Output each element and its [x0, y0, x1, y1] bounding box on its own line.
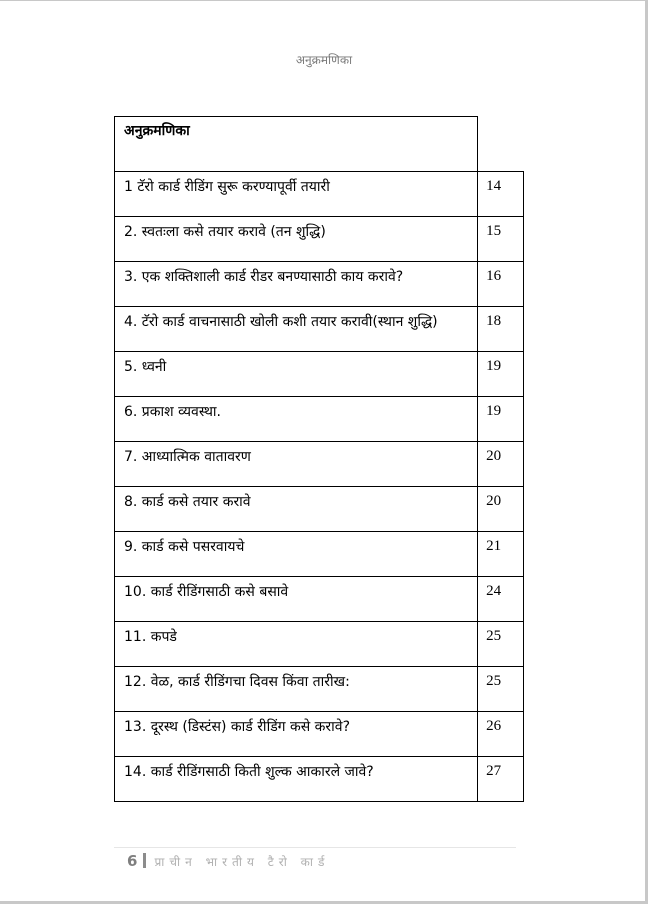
footer-separator — [143, 853, 146, 868]
toc-row — [115, 577, 524, 622]
toc-entry-title: 7. आध्यात्मिक वातावरण — [115, 442, 478, 487]
toc-entry-page: 25 — [478, 622, 524, 667]
footer-divider — [114, 847, 516, 848]
toc-entry-title: 11. कपडे — [115, 622, 478, 667]
toc-entry-page: 27 — [478, 757, 524, 802]
toc-entry-page: 20 — [478, 442, 524, 487]
toc-entry-page: 25 — [478, 667, 524, 712]
toc-row — [115, 262, 524, 307]
toc-row — [115, 622, 524, 667]
toc-entry-title: 9. कार्ड कसे पसरवायचे — [115, 532, 478, 577]
toc-entry-title: 13. दूरस्थ (डिस्टंस) कार्ड रीडिंग कसे करावे? — [115, 712, 478, 757]
toc-entry-page: 21 — [478, 532, 524, 577]
toc-row — [115, 757, 524, 802]
toc-row — [115, 172, 524, 217]
toc-entry-title: 10. कार्ड रीडिंगसाठी कसे बसावे — [115, 577, 478, 622]
toc-entry-title: 4. टॅरो कार्ड वाचनासाठी खोली कशी तयार करावी(स्थान शुद्धि) — [115, 307, 478, 352]
toc-entry-page: 19 — [478, 397, 524, 442]
toc-table — [114, 171, 524, 802]
toc-row — [115, 667, 524, 712]
page-footer — [127, 852, 329, 870]
toc-row — [115, 712, 524, 757]
toc-entry-page: 18 — [478, 307, 524, 352]
toc-entry-page: 26 — [478, 712, 524, 757]
book-title: प्राचीन भारतीय टैरो कार्ड — [154, 855, 330, 869]
toc-entry-title: 8. कार्ड कसे तयार करावे — [115, 487, 478, 532]
toc-entry-page: 24 — [478, 577, 524, 622]
toc-entry-page: 19 — [478, 352, 524, 397]
page-number: 6 — [127, 852, 138, 870]
toc-entry-title: 14. कार्ड रीडिंगसाठी किती शुल्क आकारले जावे? — [115, 757, 478, 802]
toc-entry-page: 20 — [478, 487, 524, 532]
toc-row — [115, 487, 524, 532]
toc-row — [115, 352, 524, 397]
toc-row — [115, 307, 524, 352]
toc-entry-title: 5. ध्वनी — [115, 352, 478, 397]
toc-entry-title: 6. प्रकाश व्यवस्था. — [115, 397, 478, 442]
toc-entry-page: 15 — [478, 217, 524, 262]
toc-entry-title: 1 टॅरो कार्ड रीडिंग सुरू करण्यापूर्वी तयारी — [115, 172, 478, 217]
toc-heading-cell — [114, 116, 478, 172]
toc-row — [115, 442, 524, 487]
toc-entry-title: 12. वेळ, कार्ड रीडिंगचा दिवस किंवा तारीख: — [115, 667, 478, 712]
running-header: अनुक्रमणिका — [295, 53, 353, 67]
toc-entry-title: 3. एक शक्तिशाली कार्ड रीडर बनण्यासाठी काय करावे? — [115, 262, 478, 307]
toc-row — [115, 397, 524, 442]
toc-entry-title: 2. स्वतःला कसे तयार करावे (तन शुद्धि) — [115, 217, 478, 262]
toc-entry-page: 16 — [478, 262, 524, 307]
toc-entry-page: 14 — [478, 172, 524, 217]
toc-row — [115, 532, 524, 577]
toc-row — [115, 217, 524, 262]
toc-heading: अनुक्रमणिका — [124, 123, 190, 139]
